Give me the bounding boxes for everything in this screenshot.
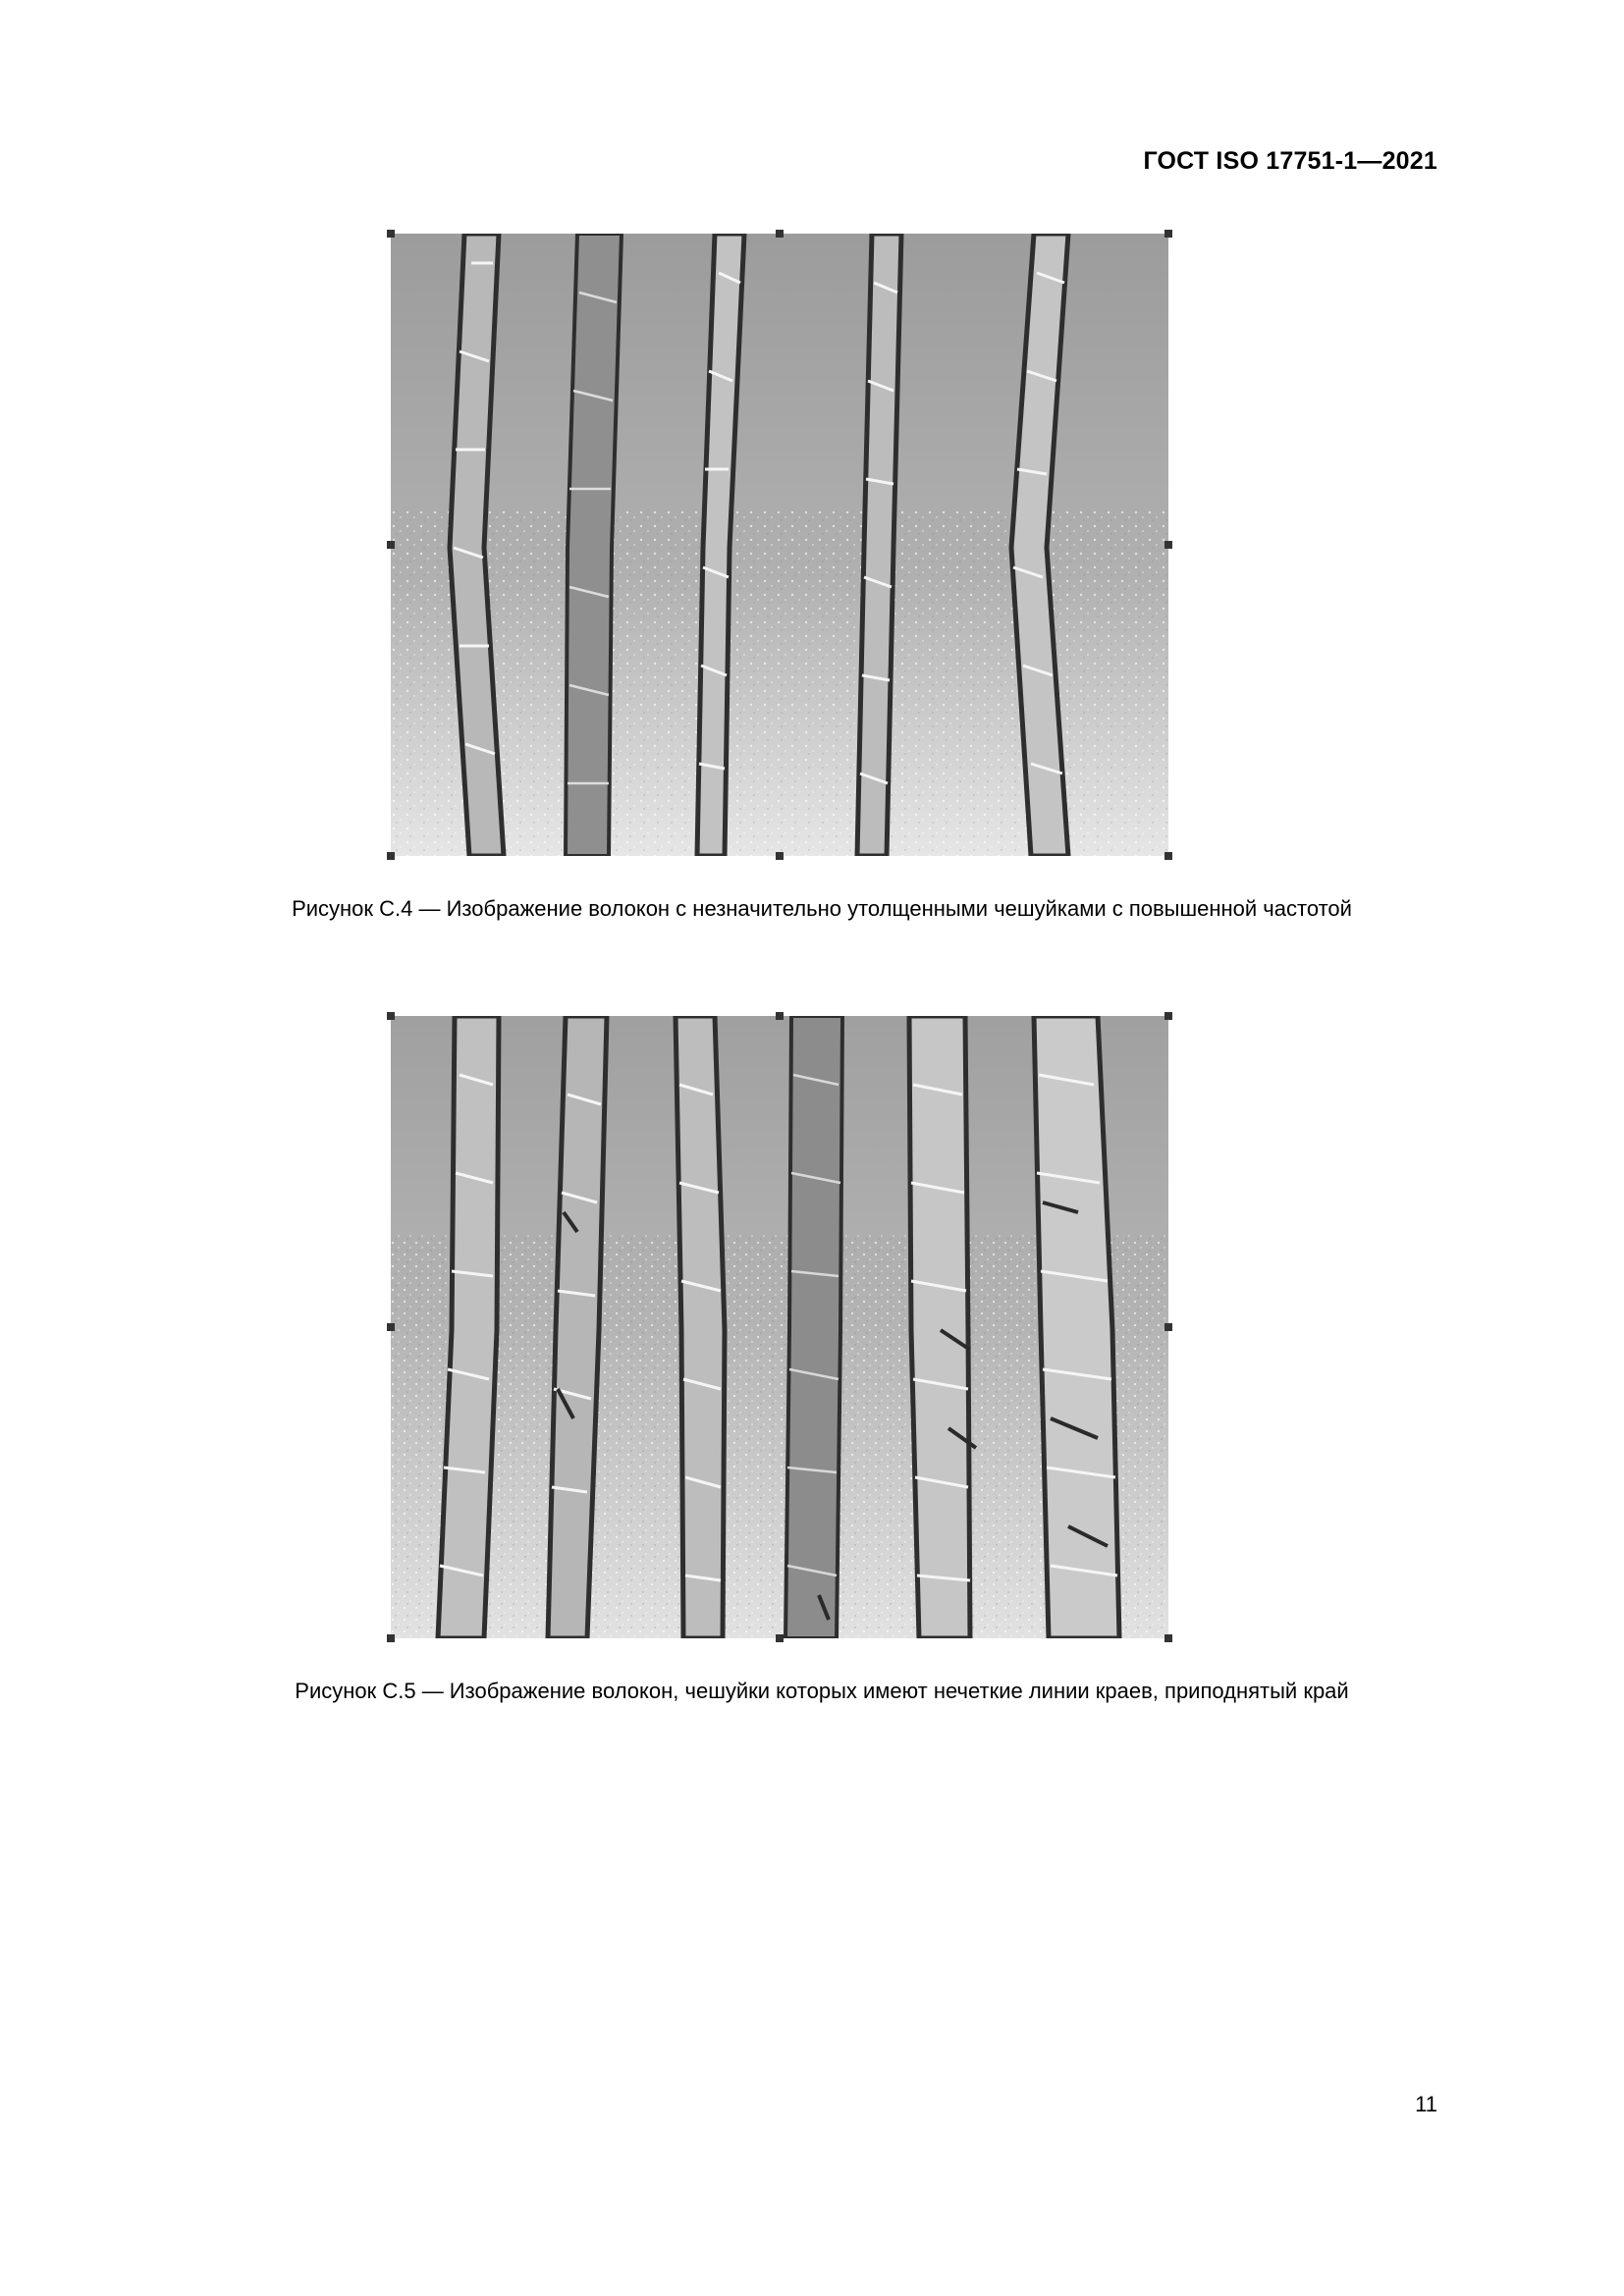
fiber-micrograph-image xyxy=(391,234,1168,856)
fiber-micrograph-image xyxy=(391,1016,1168,1638)
figure-caption: Рисунок С.5 — Изображение волокон, чешуйки которых имеют нечеткие линии краев, приподнятый край xyxy=(295,1679,1349,1703)
image-frame-handle xyxy=(387,230,395,238)
image-frame-handle xyxy=(1164,230,1172,238)
image-frame-handle xyxy=(1164,1634,1172,1642)
image-frame-handle xyxy=(1164,1323,1172,1331)
figure-c5-micrograph xyxy=(391,1016,1168,1638)
image-frame-handle xyxy=(1164,541,1172,549)
image-frame-handle xyxy=(387,1323,395,1331)
image-frame-handle xyxy=(1164,852,1172,860)
fiber xyxy=(785,1016,842,1638)
fiber xyxy=(676,1016,725,1638)
image-frame-handle xyxy=(1164,1012,1172,1020)
document-header: ГОСТ ISO 17751-1—2021 xyxy=(1143,147,1437,175)
image-frame-handle xyxy=(387,1634,395,1642)
image-frame-handle xyxy=(776,230,784,238)
image-frame-handle xyxy=(387,1012,395,1020)
image-frame-handle xyxy=(776,1634,784,1642)
image-frame-handle xyxy=(776,852,784,860)
image-frame-handle xyxy=(387,852,395,860)
image-frame-handle xyxy=(387,541,395,549)
figure-c4-micrograph xyxy=(391,234,1168,856)
page-number: 11 xyxy=(1415,2092,1437,2116)
image-frame-handle xyxy=(776,1012,784,1020)
fiber xyxy=(909,1016,976,1638)
figure-caption: Рисунок С.4 — Изображение волокон с незначительно утолщенными чешуйками с повышенной частотой xyxy=(292,896,1352,921)
